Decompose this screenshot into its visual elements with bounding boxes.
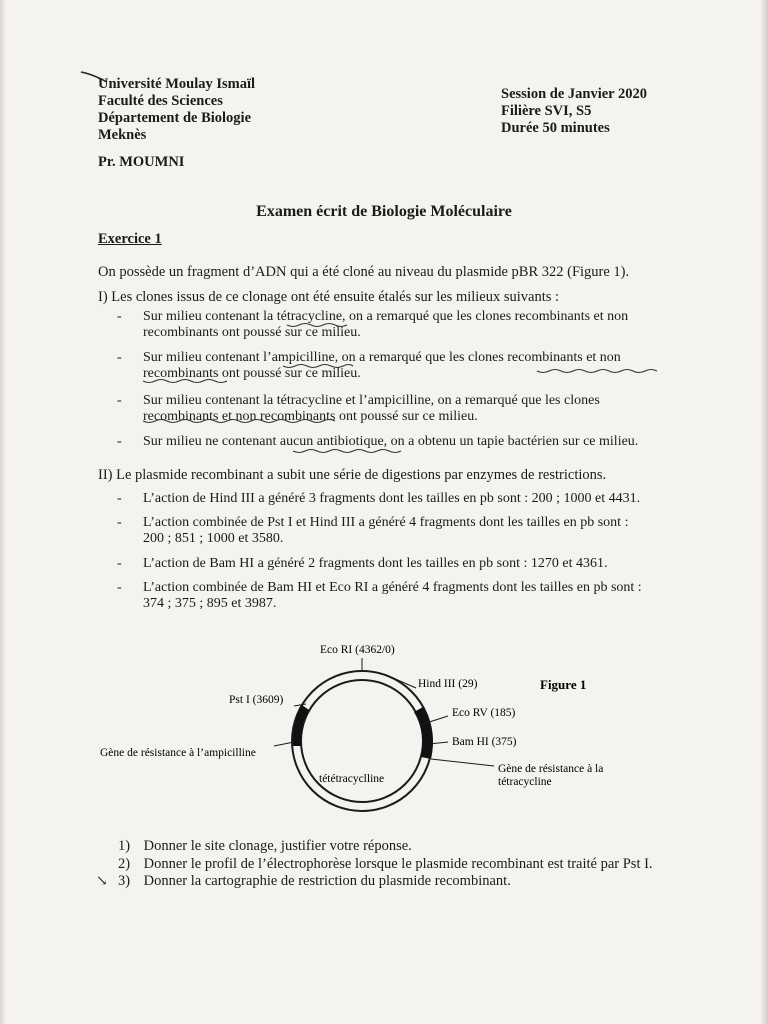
item-line: Sur milieu contenant la tétracycline et l’ampicilline, on a remarqué que les clones bbox=[143, 393, 600, 408]
bullet-dash: - bbox=[117, 515, 122, 530]
program-name: Filière SVI, S5 bbox=[501, 103, 592, 119]
scan-edge-right bbox=[760, 0, 768, 1024]
item-line: recombinants ont poussé sur ce milieu. bbox=[143, 325, 361, 340]
bullet-dash: - bbox=[117, 434, 122, 449]
label-bamhi: Bam HI (375) bbox=[452, 736, 517, 748]
question-text: Donner le site clonage, justifier votre réponse. bbox=[143, 838, 412, 854]
part2-item bbox=[117, 556, 608, 572]
question-item bbox=[118, 838, 653, 856]
exam-title: Examen écrit de Biologie Moléculaire bbox=[256, 203, 512, 220]
tet-gene-block bbox=[414, 707, 433, 759]
plasmid-outer-ring bbox=[292, 671, 432, 811]
question-number: 2) bbox=[118, 855, 131, 872]
city-name: Meknès bbox=[98, 127, 147, 143]
part1-heading: I) Les clones issus de ce clonage ont été ensuite étalés sur les milieux suivants : bbox=[98, 289, 560, 305]
part2-item bbox=[117, 491, 641, 507]
item-line: L’action de Hind III a généré 3 fragments dont les tailles en pb sont : 200 ; 1000 et 4431. bbox=[143, 491, 641, 506]
question-text: Donner la cartographie de restriction du plasmide recombinant. bbox=[143, 873, 511, 889]
item-line: Sur milieu contenant l’ampicilline, on a remarqué que les clones recombinants et non bbox=[143, 350, 621, 365]
questions-list bbox=[118, 838, 653, 891]
bullet-dash: - bbox=[117, 393, 122, 408]
item-line: recombinants ont poussé sur ce milieu. bbox=[143, 366, 361, 381]
part1-item bbox=[117, 350, 621, 382]
tet-gene-line bbox=[431, 759, 494, 766]
handwritten-arrow-mark: ↘ bbox=[96, 874, 108, 889]
institution-header bbox=[98, 76, 255, 144]
university-name: Université Moulay Ismaïl bbox=[98, 76, 256, 92]
professor-name: Pr. MOUMNI bbox=[98, 154, 185, 170]
label-hindiii: Hind III (29) bbox=[418, 678, 478, 690]
label-amp-gene: Gène de résistance à l’ampicilline bbox=[100, 747, 256, 759]
label-ecori: Eco RI (4362/0) bbox=[320, 644, 395, 656]
plasmid-map bbox=[96, 636, 696, 831]
part2-item bbox=[117, 580, 642, 612]
part2-heading: II) Le plasmide recombinant a subit une série de digestions par enzymes de restrictions. bbox=[98, 467, 607, 483]
session-date: Session de Janvier 2020 bbox=[501, 86, 647, 102]
question-item bbox=[118, 856, 653, 874]
bullet-dash: - bbox=[117, 350, 122, 365]
bullet-dash: - bbox=[117, 556, 122, 571]
label-tet-gene-line2: tétracycline bbox=[498, 776, 552, 788]
item-line: 200 ; 851 ; 1000 et 3580. bbox=[143, 531, 284, 546]
exam-duration: Durée 50 minutes bbox=[501, 120, 610, 136]
session-header bbox=[501, 86, 647, 137]
bullet-dash: - bbox=[117, 309, 122, 324]
question-number: 3) bbox=[118, 873, 131, 889]
item-line: 374 ; 375 ; 895 et 3987. bbox=[143, 596, 277, 611]
scan-edge-left bbox=[0, 0, 6, 1024]
exercise-title: Exercice 1 bbox=[98, 231, 162, 247]
label-psti: Pst I (3609) bbox=[229, 694, 284, 706]
item-line: recombinants et non recombinants ont poussé sur ce milieu. bbox=[143, 409, 478, 424]
question-item bbox=[118, 873, 653, 891]
label-tet-inside: tététracyclline bbox=[319, 773, 385, 785]
item-line: Sur milieu contenant la tétracycline, on a remarqué que les clones recombinants et non bbox=[143, 309, 629, 324]
item-line: L’action combinée de Bam HI et Eco RI a généré 4 fragments dont les tailles en pb sont : bbox=[143, 580, 642, 595]
item-line: L’action combinée de Pst I et Hind III a généré 4 fragments dont les tailles en pb sont : bbox=[143, 515, 629, 530]
item-line: L’action de Bam HI a généré 2 fragments dont les tailles en pb sont : 1270 et 4361. bbox=[143, 556, 608, 571]
bullet-dash: - bbox=[117, 580, 122, 595]
department-name: Département de Biologie bbox=[98, 110, 252, 126]
amp-gene-line bbox=[274, 742, 294, 746]
faculty-name: Faculté des Sciences bbox=[98, 93, 223, 109]
bullet-dash: - bbox=[117, 491, 122, 506]
figure-caption: Figure 1 bbox=[540, 677, 587, 692]
label-ecorv: Eco RV (185) bbox=[452, 707, 516, 719]
plasmid-figure bbox=[96, 636, 696, 831]
item-line: Sur milieu ne contenant aucun antibiotique, on a obtenu un tapie bactérien sur ce milieu. bbox=[143, 434, 639, 449]
psti-line bbox=[294, 704, 306, 706]
part1-item bbox=[117, 309, 629, 341]
part1-item bbox=[117, 434, 639, 450]
exercise-intro: On possède un fragment d’ADN qui a été cloné au niveau du plasmide pBR 322 (Figure 1). bbox=[98, 264, 630, 280]
label-tet-gene-line1: Gène de résistance à la bbox=[498, 763, 604, 775]
part2-item bbox=[117, 515, 629, 547]
question-text: Donner le profil de l’électrophorèse lorsque le plasmide recombinant est traité par Pst I. bbox=[143, 855, 653, 872]
question-number: 1) bbox=[118, 838, 131, 854]
part1-item bbox=[117, 393, 600, 425]
